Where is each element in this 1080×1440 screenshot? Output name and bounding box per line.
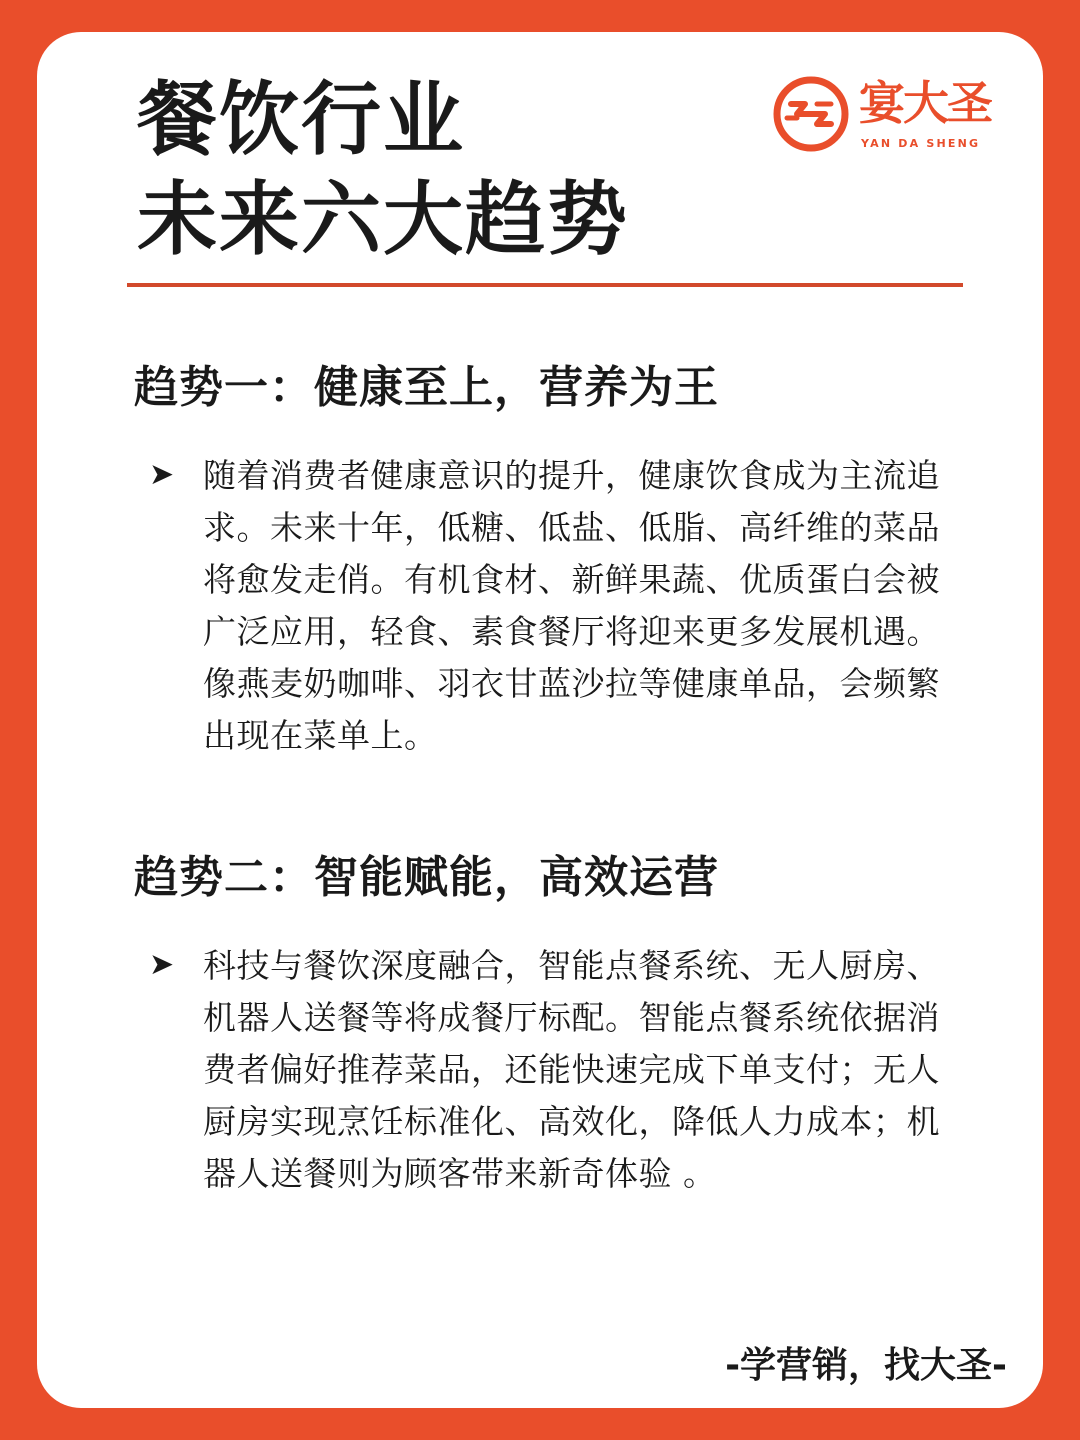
brand-pinyin: YAN DA SHENG <box>861 137 981 150</box>
brand-logo <box>771 74 991 154</box>
bullet-arrow-icon: ➤ <box>149 457 175 492</box>
section-title-1: 趋势一：健康至上，营养为王 <box>134 362 719 413</box>
content-card <box>37 32 1043 1408</box>
yan-da-sheng-logo-icon <box>771 74 851 154</box>
page-title-line-1: 餐饮行业 <box>137 73 465 166</box>
section-body-1: 随着消费者健康意识的提升，健康饮食成为主流追求。未来十年，低糖、低盐、低脂、高纤维的菜品将愈发走俏。有机食材、新鲜果蔬、优质蛋白会被广泛应用，轻食、素食餐厅将迎来更多发展机遇。像燕麦奶咖啡、羽衣甘蓝沙拉等健康单品，会频繁出现在菜单上。 <box>203 456 940 755</box>
section-body-2: 科技与餐饮深度融合，智能点餐系统、无人厨房、机器人送餐等将成餐厅标配。智能点餐系统依据消费者偏好推荐菜品，还能快速完成下单支付；无人厨房实现烹饪标准化、高效化，降低人力成本；机器人送餐则为顾客带来新奇体验 。 <box>203 946 940 1193</box>
footer-slogan: -学营销，找大圣- <box>725 1345 1007 1386</box>
title-divider <box>127 283 963 287</box>
bullet-arrow-icon: ➤ <box>149 947 175 982</box>
brand-name: 宴大圣 <box>859 76 991 130</box>
page-title-line-2: 未来六大趋势 <box>137 173 629 266</box>
section-title-2: 趋势二：智能赋能，高效运营 <box>134 852 719 903</box>
